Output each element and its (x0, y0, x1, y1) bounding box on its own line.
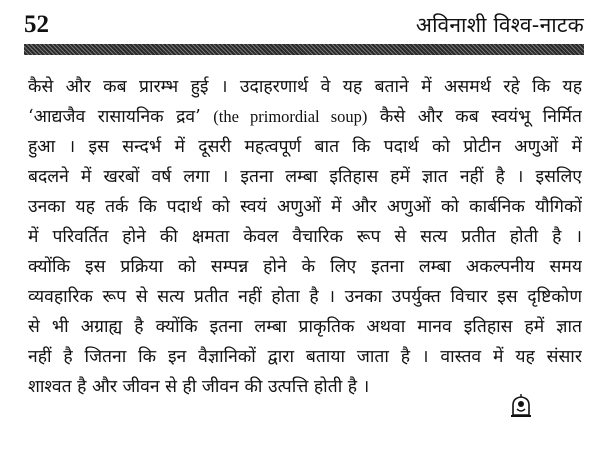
running-title: अविनाशी विश्व-नाटक (415, 13, 584, 37)
text-line: में परिवर्तित होने की क्षमता केवल वैचारिक रूप से सत्य प्रतीत होती है । (28, 227, 582, 247)
body-paragraph (28, 72, 582, 402)
text-line: व्यवहारिक रूप से सत्य प्रतीत नहीं होता है । उनका उपर्युक्त विचार इस दृष्टिकोण (28, 287, 582, 307)
english-phrase: (the primordial soup) (213, 107, 368, 126)
text-line: शाश्वत है और जीवन से ही जीवन की उत्पत्ति होती है । (28, 377, 370, 397)
text-segment: ‘आद्यजैव रासायनिक द्रव’ (28, 107, 201, 127)
header-rule (24, 44, 584, 55)
text-line: हुआ । इस सन्दर्भ में दूसरी महत्वपूर्ण बात कि पदार्थ को प्रोटीन अणुओं में (28, 137, 582, 157)
text-line: से भी अग्राह्य है क्योंकि इतना लम्बा प्राकृतिक अथवा मानव इतिहास हमें ज्ञात (28, 317, 582, 337)
text-line (28, 102, 582, 132)
text-line: उनका यह तर्क कि पदार्थ को स्वयं अणुओं में और अणुओं को कार्बनिक यौगिकों (28, 197, 582, 217)
page-header (24, 10, 584, 40)
text-segment: कैसे और कब स्वयंभू निर्मित (379, 107, 582, 127)
text-line: क्योंकि इस प्रक्रिया को सम्पन्न होने के लिए इतना लम्बा अकल्पनीय समय (28, 257, 582, 277)
end-of-section-ornament-icon (508, 393, 534, 419)
text-line: नहीं है जितना कि इन वैज्ञानिकों द्वारा बताया जाता है । वास्तव में यह संसार (28, 347, 582, 367)
text-line: कैसे और कब प्रारम्भ हुई । उदाहरणार्थ वे यह बताने में असमर्थ रहे कि यह (28, 77, 582, 97)
page-number: 52 (24, 11, 49, 38)
text-line: बदलने में खरबों वर्ष लगा । इतना लम्बा इतिहास हमें ज्ञात नहीं है । इसलिए (28, 167, 582, 187)
